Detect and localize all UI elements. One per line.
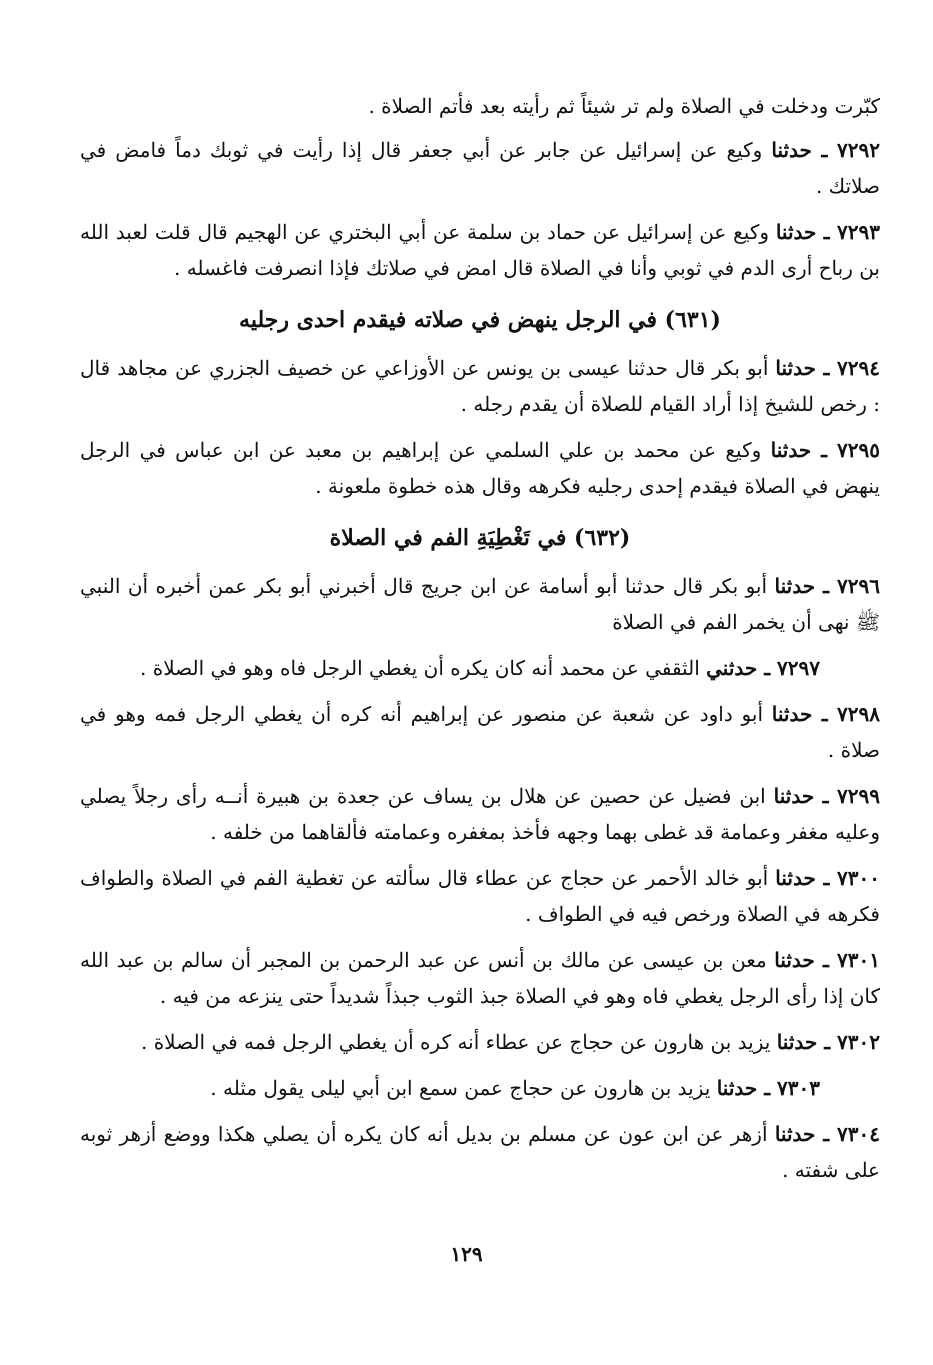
paragraph-text: كبّرت ودخلت في الصلاة ولم تر شيئاً ثم رأيته بعد فأتم الصلاة . (368, 94, 880, 118)
hadith-number: ٧٢٩٥ ـ حدثنا (770, 438, 880, 462)
hadith-number: ٧٢٩٣ ـ حدثنا (775, 220, 881, 244)
hadith-7297 (80, 650, 880, 686)
hadith-7301 (80, 942, 880, 1014)
hadith-7299 (80, 778, 880, 850)
hadith-number: ٧٣٠٢ ـ حدثنا (776, 1030, 880, 1054)
chapter-heading-631: (٦٣١) في الرجل ينهض في صلاته فيقدم احدى رجليه (239, 307, 721, 333)
hadith-number: ٧٢٩٧ ـ حدثني (706, 656, 820, 680)
hadith-7295 (80, 432, 880, 504)
hadith-text: ابن فضيل عن حصين عن هلال بن يساف عن جعدة بن هبيرة أنــه رأى رجلاً يصلي وعليه مغفر وعمامة قد غطى بهما وجهه فأخذ بمغفره وعمامته فألقاهما من خلفه . (80, 784, 880, 844)
hadith-text: يزيد بن هارون عن حجاج عن عطاء أنه كره أن يغطي الرجل فمه في الصلاة . (140, 1030, 777, 1054)
hadith-7293 (80, 214, 880, 286)
hadith-text: أبو داود عن شعبة عن منصور عن إبراهيم أنه كره أن يغطي الرجل فمه وهو في صلاة . (80, 702, 880, 762)
hadith-text: وكيع عن إسرائيل عن جابر عن أبي جعفر قال إذا رأيت في ثوبك دماً فامض في صلاتك . (80, 138, 880, 198)
hadith-number: ٧٢٩٦ ـ حدثنا (774, 574, 881, 598)
hadith-number: ٧٣٠٠ ـ حدثنا (775, 866, 881, 890)
page-number: ١٢٩ (450, 1242, 483, 1266)
hadith-text: أبو بكر قال حدثنا أبو أسامة عن ابن جريج قال أخبرني أبو بكر عمن أخبره أن النبي ﷺ نهى أن يخمر الفم في الصلاة (80, 574, 880, 634)
hadith-number: ٧٢٩٨ ـ حدثنا (771, 702, 880, 726)
hadith-7303 (80, 1070, 880, 1106)
paragraph-continuation (80, 88, 880, 124)
hadith-number: ٧٢٩٢ ـ حدثنا (771, 138, 880, 162)
hadith-text: وكيع عن إسرائيل عن حماد بن سلمة عن أبي البختري عن الهجيم قال قلت لعبد الله بن رباح أرى الدم في ثوبي وأنا في الصلاة قال امض في صلاتك فإذا انصرفت فاغسله . (80, 220, 880, 280)
hadith-text: أبو خالد الأحمر عن حجاج عن عطاء قال سألته عن تغطية الفم في الصلاة والطواف فكرهه في الصلاة ورخص فيه في الطواف . (80, 866, 880, 926)
hadith-7292 (80, 132, 880, 204)
hadith-text: معن بن عيسى عن مالك بن أنس عن عبد الرحمن بن المجبر أن سالم بن عبد الله كان إذا رأى الرجل يغطي فاه وهو في الصلاة جبذ الثوب جبذاً شديداً حتى ينزعه من فيه . (80, 948, 880, 1008)
hadith-number: ٧٣٠٤ ـ حدثنا (774, 1122, 881, 1146)
hadith-7300 (80, 860, 880, 932)
hadith-7298 (80, 696, 880, 768)
hadith-text: الثقفي عن محمد أنه كان يكره أن يغطي الرجل فاه وهو في الصلاة . (140, 656, 707, 680)
hadith-7296 (80, 568, 880, 640)
hadith-text: أزهر عن ابن عون عن مسلم بن بديل أنه كان يكره أن يصلي هكذا ووضع أزهر ثوبه على شفته . (80, 1122, 880, 1182)
hadith-number: ٧٢٩٤ ـ حدثنا (775, 356, 880, 380)
chapter-heading-632: (٦٣٢) في تَغْطِيَةِ الفم في الصلاة (329, 525, 631, 551)
hadith-number: ٧٣٠٣ ـ حدثنا (716, 1076, 820, 1100)
hadith-number: ٧٣٠١ ـ حدثنا (774, 948, 880, 972)
page-body (80, 88, 880, 1198)
hadith-text: يزيد بن هارون عن حجاج عمن سمع ابن أبي ليلى يقول مثله . (210, 1076, 717, 1100)
hadith-number: ٧٢٩٩ ـ حدثنا (773, 784, 880, 808)
hadith-7302 (80, 1024, 880, 1060)
hadith-text: أبو بكر قال حدثنا عيسى بن يونس عن الأوزاعي عن خصيف الجزري عن مجاهد قال : رخص للشيخ إذا أراد القيام للصلاة أن يقدم رجله . (80, 356, 880, 416)
hadith-7294 (80, 350, 880, 422)
hadith-text: وكيع عن محمد بن علي السلمي عن إبراهيم بن معبد عن ابن عباس في الرجل ينهض في الصلاة فيقدم إحدى رجليه فكرهه وقال هذه خطوة ملعونة . (80, 438, 880, 498)
hadith-7304 (80, 1116, 880, 1188)
